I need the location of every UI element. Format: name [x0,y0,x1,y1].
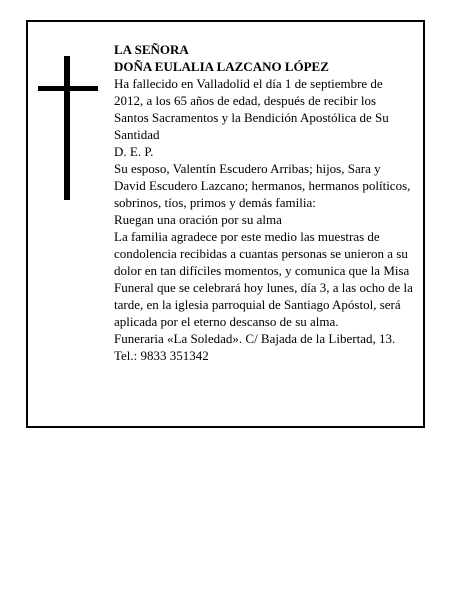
heading-title: LA SEÑORA [114,42,189,57]
funeral-home-info: Funeraria «La Soledad». C/ Bajada de la Libertad, 13. Tel.: 9833 351342 [114,331,396,363]
cross-vertical-bar [64,56,70,200]
prayer-request: Ruegan una oración por su alma [114,212,282,227]
obituary-text [114,41,414,364]
cross-horizontal-bar [38,86,98,91]
deceased-name: DOÑA EULALIA LAZCANO LÓPEZ [114,59,329,74]
family-thanks: La familia agradece por este medio las muestras de condolencia recibidas a cuantas personas se unieron a su dolor en tan difíciles momentos, y comunica que la Misa Funeral que se celebrará hoy lunes, día 3, a las ocho de la tarde, en la iglesia parroquial de Santiago Apóstol, será aplicada por el eterno descanso de su alma. [114,229,413,329]
rest-in-peace: D. E. P. [114,144,154,159]
death-announcement: Ha fallecido en Valladolid el día 1 de septiembre de 2012, a los 65 años de edad, después de recibir los Santos Sacramentos y la Bendición Apostólica de Su Santidad [114,76,389,142]
family-members: Su esposo, Valentín Escudero Arribas; hijos, Sara y David Escudero Lazcano; hermanos, hermanos políticos, sobrinos, tíos, primos y demás familia: [114,161,411,210]
cross-icon [38,56,98,200]
obituary-notice [26,20,425,428]
